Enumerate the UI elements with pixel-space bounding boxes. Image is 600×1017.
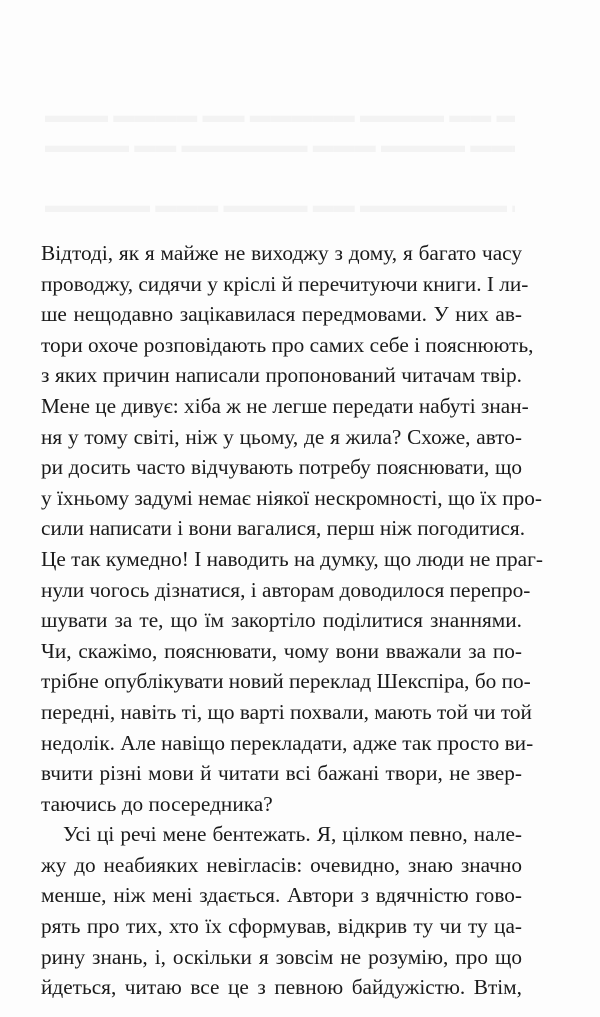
text-line: менше, ніж мені здається. Автори з вдячністю гово- (41, 883, 522, 908)
text-line: ри досить часто відчувають потребу пояснювати, що (41, 455, 522, 480)
paragraph-2 (41, 819, 522, 1003)
text-line: у їхньому задумі немає ніякої нескромності, що їх про- (41, 485, 542, 510)
text-line: сили написати і вони вагалися, перш ніж погодитися. (41, 516, 526, 541)
text-line: Усі ці речі мене бентежать. Я, цілком певно, нале- (63, 822, 522, 847)
text-line: шувати за те, що їм закортіло поділитися знаннями. (41, 608, 522, 633)
text-line: таючись до посередника? (41, 791, 273, 816)
bleed-through-text (45, 130, 515, 160)
bleed-through-text (45, 190, 515, 220)
text-line: йдеться, читаю все це з певною байдужістю. Втім, (41, 975, 522, 1000)
text-line: Відтоді, як я майже не виходжу з дому, я багато часу (41, 241, 522, 265)
text-line: ше нещодавно зацікавилася передмовами. У них ав- (41, 302, 522, 327)
bleed-through-text (45, 100, 515, 130)
text-line: Чи, скажімо, пояснювати, чому вони вважали за по- (41, 638, 522, 663)
text-line: проводжу, сидячи у кріслі й перечитуючи книги. І ли- (41, 271, 529, 296)
paragraph-1 (41, 238, 543, 819)
text-line: тори охоче розповідають про самих себе і пояснюють, (41, 332, 534, 357)
body-text (41, 238, 543, 1003)
text-line: недолік. Але навіщо перекладати, адже так просто ви- (41, 730, 534, 755)
text-line: жу до неабияких невігласів: очевидно, знаю значно (41, 852, 522, 877)
text-line: нули чогось дізнатися, і авторам доводилося перепро- (41, 577, 531, 602)
text-line: рину знань, і, оскільки я зовсім не розумію, про що (41, 944, 522, 969)
text-line: Це так кумедно! І наводить на думку, що люди не праг- (41, 546, 543, 571)
text-line: передні, навіть ті, що варті похвали, мають той чи той (41, 699, 532, 724)
text-line: ня у тому світі, ніж у цьому, де я жила? Схоже, авто- (41, 424, 522, 449)
text-line: з яких причин написали пропонований читачам твір. (41, 363, 522, 388)
text-line: вчити різні мови й читати всі бажані твори, не звер- (41, 761, 522, 786)
text-line: рять про тих, хто їх сформував, відкрив ту чи ту ца- (41, 914, 522, 939)
text-line: Мене це дивує: хіба ж не легше передати набуті знан- (41, 393, 529, 418)
text-line: трібне опублікувати новий переклад Шекспіра, бо по- (41, 669, 531, 694)
